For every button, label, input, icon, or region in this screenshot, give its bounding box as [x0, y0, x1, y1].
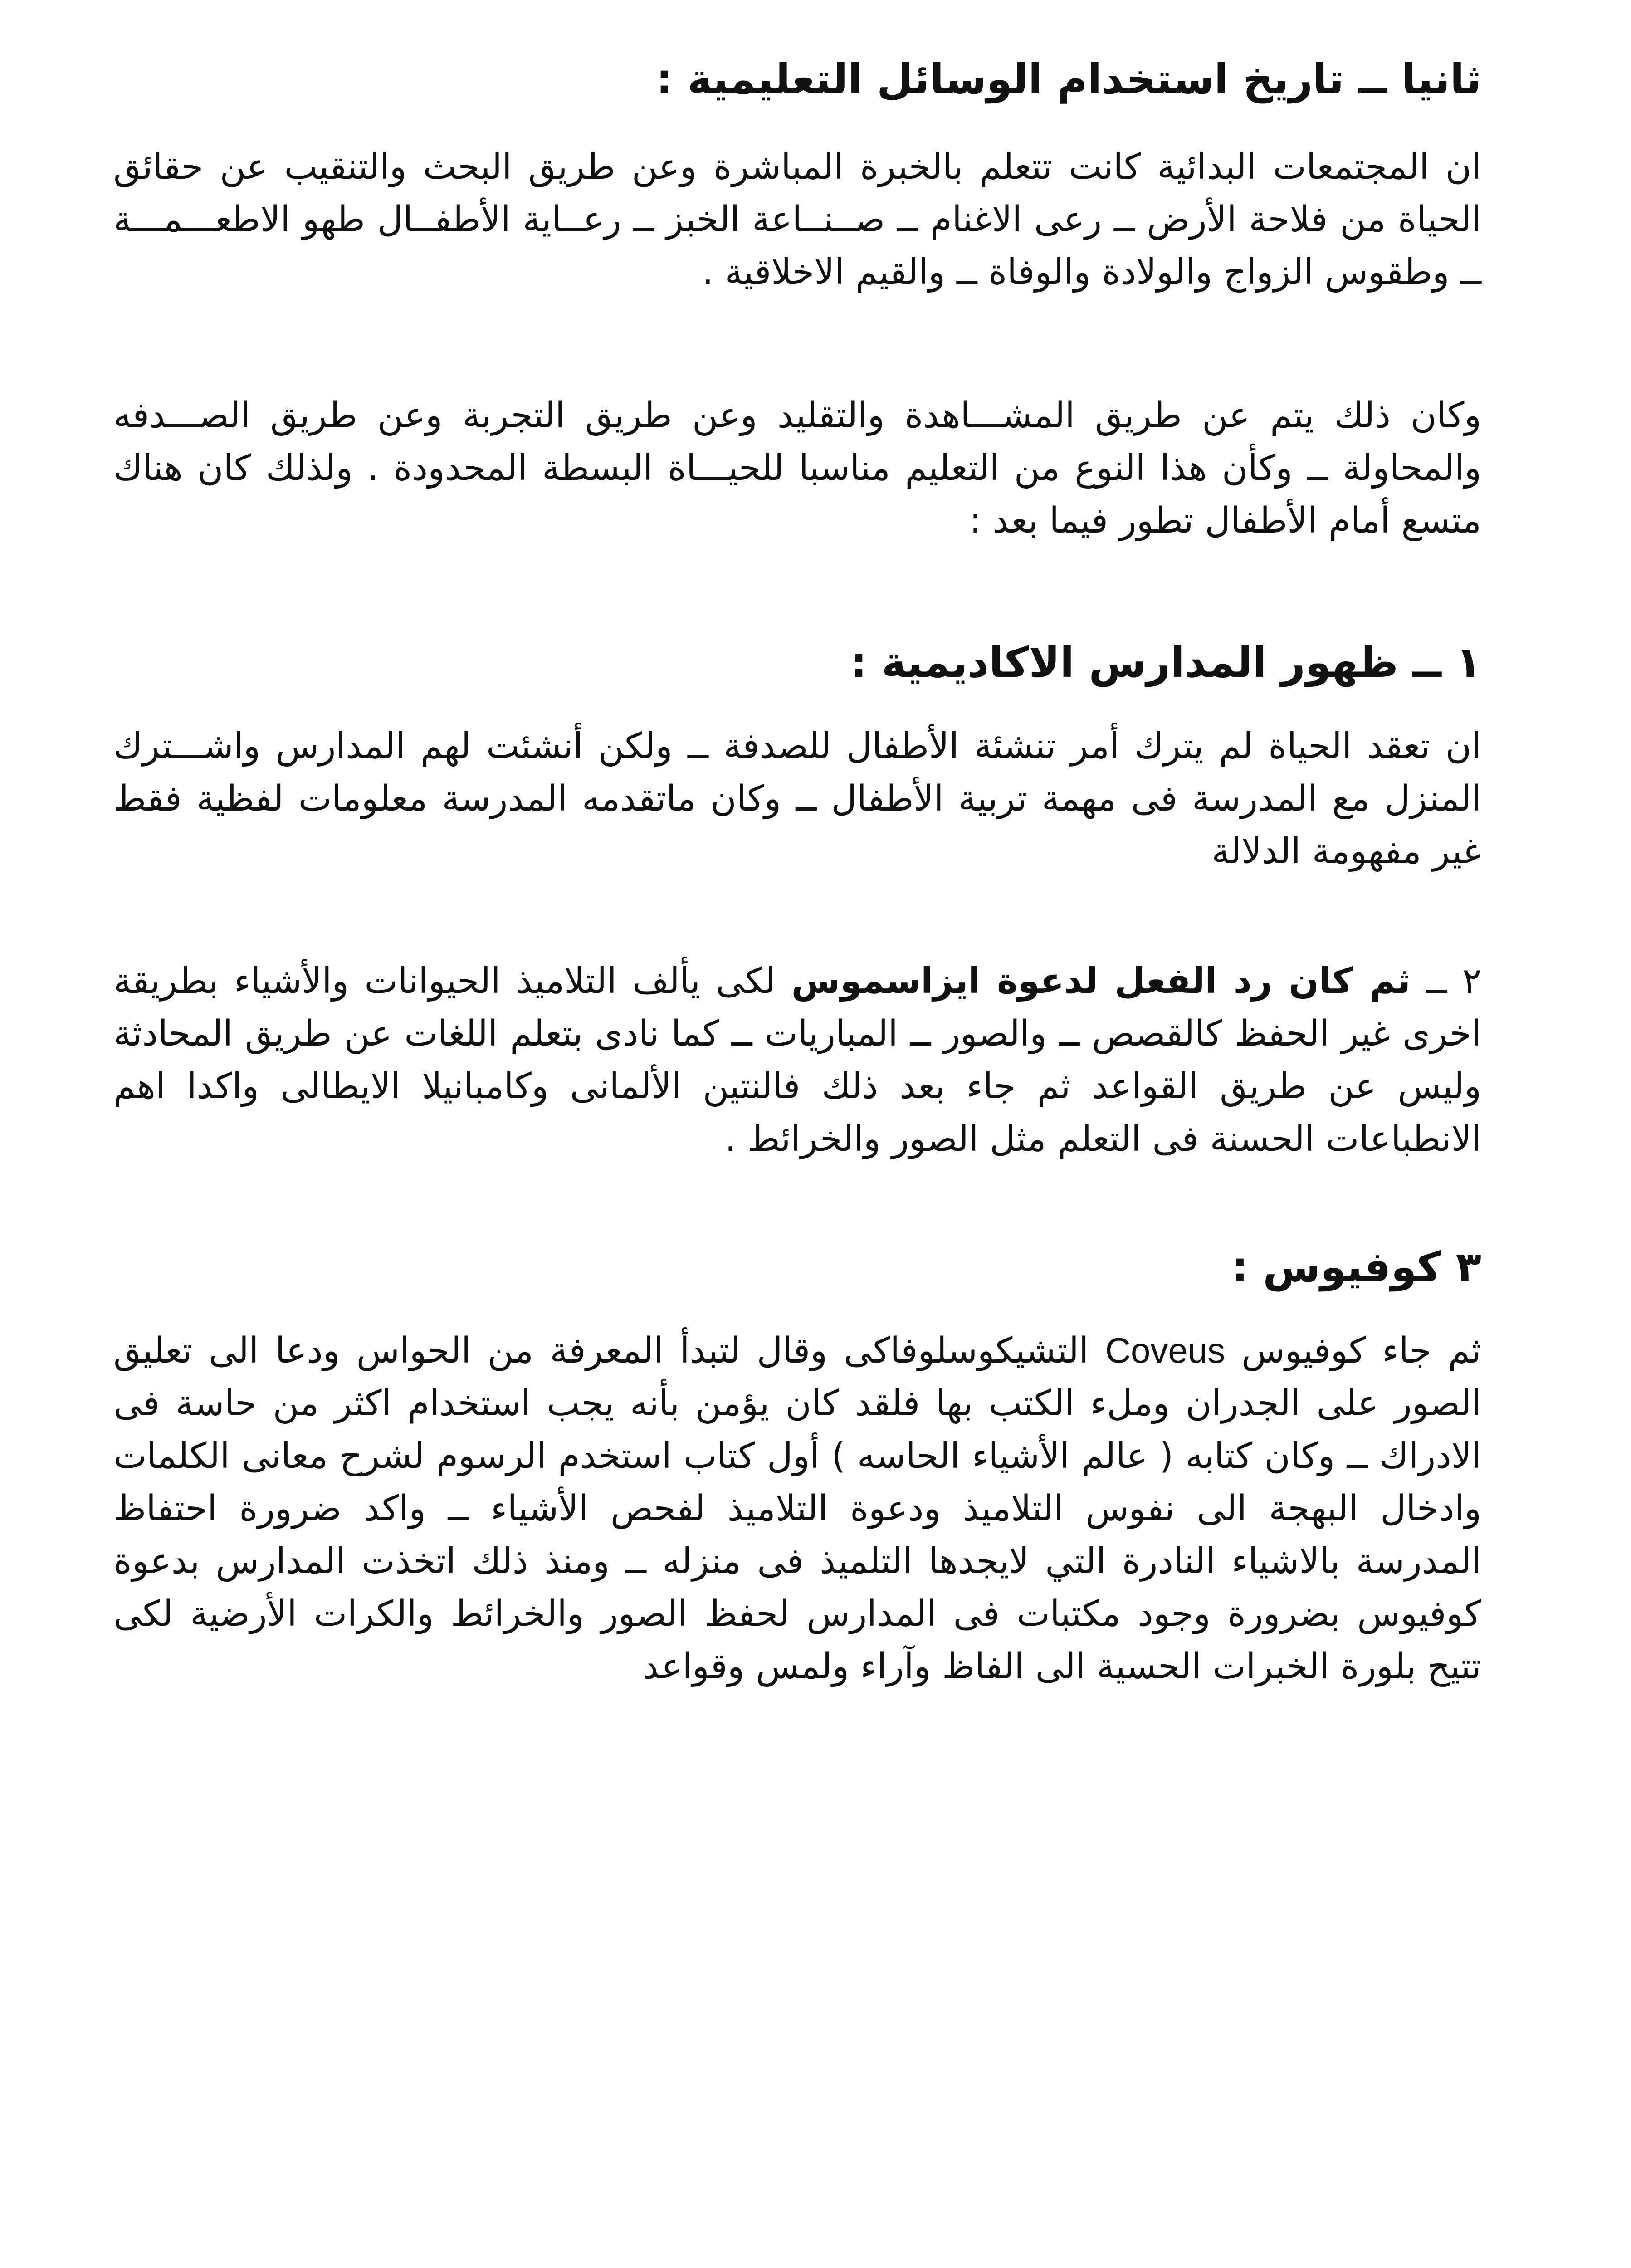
item-number: ٢ ــ: [1426, 960, 1482, 1002]
paragraph-comenius: [113, 1324, 1481, 1693]
section-title: ثانيا ــ تاريخ استخدام الوسائل التعليمية :: [656, 55, 1481, 103]
paragraph-primitive-societies: ان المجتمعات البدائية كانت تتعلم بالخبرة المباشرة وعن طريق البحث والتنقيب عن حقائق الحياة من فلاحة الأرض ــ رعى الاغنام ــ صــنــاعة الخبز ــ رعــاية الأطفــال طهو الاطعـــمـــة ــ وطقوس الزواج والولادة والوفاة ــ والقيم الاخلاقية .: [113, 147, 1481, 293]
paragraph-learning-methods: وكان ذلك يتم عن طريق المشـــاهدة والتقليد وعن طريق التجربة وعن طريق الصـــدفه والمحاولة ــ وكأن هذا النوع من التعليم مناسبا للحيـــاة البسطة المحدودة . ولذلك كان هناك متسع أمام الأطفال تطور فيما بعد :: [113, 395, 1481, 542]
paragraph-academic-schools: ان تعقد الحياة لم يترك أمر تنشئة الأطفال للصدفة ــ ولكن أنشئت لهم المدارس واشـــترك المنزل مع المدرسة فى مهمة تربية الأطفال ــ وكان ماتقدمه المدرسة معلومات لفظية فقط غير مفهومة الدلالة: [113, 725, 1481, 872]
comenius-text-start: ثم جاء كوفيوس: [1241, 1330, 1481, 1372]
spacer: [113, 298, 1481, 389]
erasmus-text: لكى يألف التلاميذ الحيوانات والأشياء بطريقة اخرى غير الحفظ كالقصص ــ والصور ــ المباريات ــ كما نادى بتعلم اللغات عن طريق المحادثة وليس عن طريق القواعد ثم جاء بعد ذلك فالنتين الألمانى وكامبانيلا الايطالى واكدا اهم الانطباعات الحسنة فى التعلم مثل الصور والخرائط .: [113, 960, 1481, 1159]
spacer: [113, 878, 1481, 955]
latin-name: Coveus: [1105, 1330, 1226, 1371]
academic-schools-heading: ١ ــ ظهور المدارس الاكاديمية :: [850, 638, 1481, 687]
paragraph-erasmus: [113, 955, 1481, 1165]
erasmus-bold-phrase: ثم كان رد الفعل لدعوة ايزاسموس: [791, 960, 1411, 1002]
spacer: [113, 1165, 1481, 1242]
comenius-heading: ٣ كوفيوس :: [1231, 1242, 1481, 1291]
spacer: [113, 547, 1481, 638]
comenius-text-rest: التشيكوسلوفاكى وقال لتبدأ المعرفة من الحواس ودعا الى تعليق الصور على الجدران وملء الكتب بها فلقد كان يؤمن بأنه يجب استخدام اكثر من حاسة فى الادراك ــ وكان كتابه ( عالم الأشياء الحاسه ) أول كتاب استخدم الرسوم لشرح معانى الكلمات وادخال البهجة الى نفوس التلاميذ ودعوة التلاميذ لفحص الأشياء ــ واكد ضرورة احتفاظ المدرسة بالاشياء النادرة التي لايجدها التلميذ فى منزله ــ ومنذ ذلك اتخذت المدارس بدعوة كوفيوس بضرورة وجود مكتبات فى المدارس لحفظ الصور والخرائط والكرات الأرضية لكى تتيح بلورة الخبرات الحسية الى الفاظ وآراء ولمس وقواعد: [113, 1330, 1481, 1687]
